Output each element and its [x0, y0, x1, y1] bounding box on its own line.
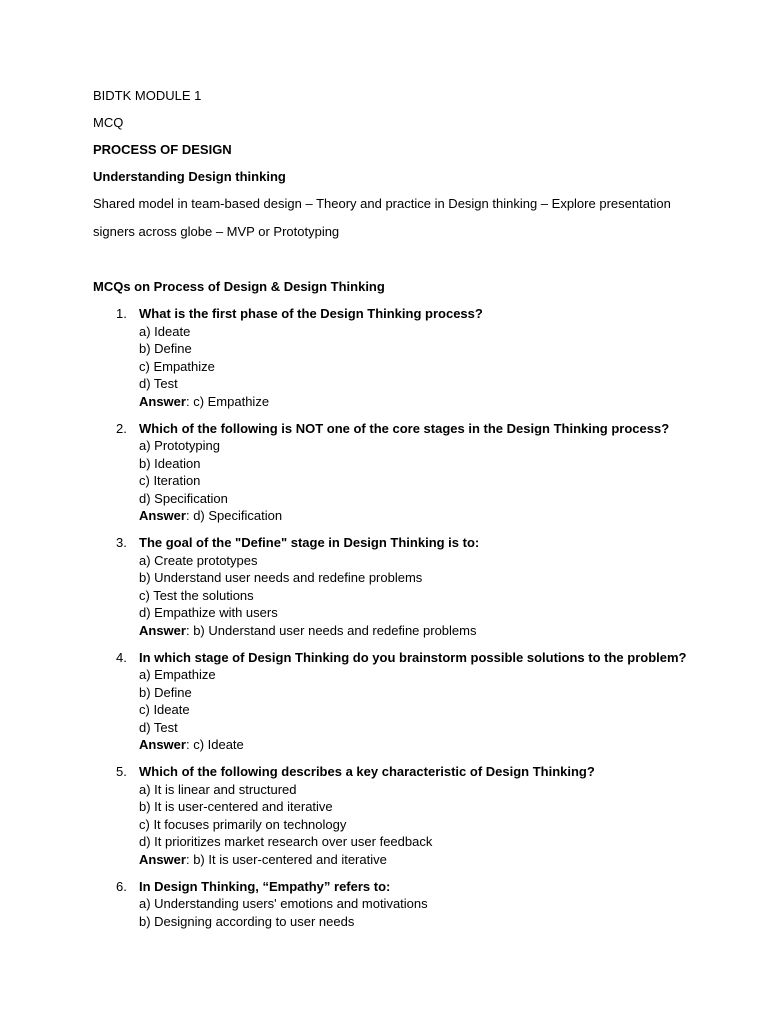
answer-label: Answer: [139, 851, 186, 867]
option: b) It is user-centered and iterative: [139, 799, 333, 814]
option: a) Understanding users' emotions and motivations: [139, 896, 428, 911]
option: d) It prioritizes market research over user feedback: [139, 834, 433, 849]
question-text: Which of the following is NOT one of the core stages in the Design Thinking process?: [139, 420, 670, 436]
option: c) Test the solutions: [139, 587, 254, 603]
mcq-heading: MCQs on Process of Design & Design Thinking: [93, 279, 385, 294]
question-item: [93, 305, 713, 410]
question-number: 5.: [116, 764, 127, 779]
answer-value: : d) Specification: [185, 508, 283, 523]
description-line-2: signers across globe – MVP or Prototyping: [93, 224, 340, 239]
description-line-1: Shared model in team-based design – Theory and practice in Design thinking – Explore presentation: [93, 196, 671, 211]
question-list: [93, 305, 713, 930]
answer-line: [139, 736, 713, 754]
question-item: [93, 420, 713, 525]
question-text: What is the first phase of the Design Thinking process?: [139, 306, 483, 321]
question-number: 4.: [116, 649, 127, 665]
option: c) Empathize: [139, 358, 215, 374]
question-item: [93, 763, 713, 868]
option: d) Test: [139, 719, 178, 735]
question-number: 1.: [116, 306, 127, 321]
question-number: 2.: [116, 420, 127, 436]
section-heading: PROCESS OF DESIGN: [93, 142, 232, 157]
answer-line: [139, 851, 713, 869]
option: d) Empathize with users: [139, 605, 278, 620]
question-item: [93, 649, 713, 754]
answer-value: : c) Ideate: [185, 737, 244, 752]
document-type: MCQ: [93, 115, 124, 130]
question-item: [93, 534, 713, 639]
spacer: [93, 251, 713, 278]
option: a) Ideate: [139, 323, 191, 339]
topic-heading: Understanding Design thinking: [93, 169, 286, 184]
option: b) Define: [139, 684, 192, 700]
answer-label: Answer: [139, 508, 186, 523]
option: c) Ideate: [139, 702, 190, 717]
option: a) Empathize: [139, 667, 216, 682]
option: b) Understand user needs and redefine problems: [139, 570, 423, 585]
option: d) Specification: [139, 490, 228, 506]
option: c) Iteration: [139, 473, 201, 488]
question-text: Which of the following describes a key characteristic of Design Thinking?: [139, 764, 595, 779]
answer-value: : b) It is user-centered and iterative: [185, 851, 387, 867]
answer-line: [139, 393, 713, 411]
question-number: 3.: [116, 535, 127, 550]
option: d) Test: [139, 376, 178, 391]
document-page: [93, 87, 713, 940]
option: b) Designing according to user needs: [139, 913, 355, 929]
answer-line: [139, 507, 713, 525]
question-number: 6.: [116, 878, 127, 894]
option: a) Prototyping: [139, 438, 220, 453]
answer-label: Answer: [139, 737, 186, 752]
option: b) Define: [139, 341, 192, 356]
question-item: [93, 878, 713, 931]
option: b) Ideation: [139, 455, 201, 471]
module-title: BIDTK MODULE 1: [93, 88, 202, 103]
question-text: In which stage of Design Thinking do you brainstorm possible solutions to the problem?: [139, 649, 687, 665]
option: c) It focuses primarily on technology: [139, 816, 347, 832]
answer-value: : c) Empathize: [185, 393, 270, 409]
question-text: In Design Thinking, “Empathy” refers to:: [139, 878, 391, 894]
option: a) Create prototypes: [139, 552, 258, 568]
answer-label: Answer: [139, 393, 186, 409]
question-text: The goal of the "Define" stage in Design Thinking is to:: [139, 535, 480, 550]
answer-label: Answer: [139, 622, 186, 638]
answer-value: : b) Understand user needs and redefine problems: [185, 622, 477, 638]
option: a) It is linear and structured: [139, 781, 297, 797]
answer-line: [139, 622, 713, 640]
